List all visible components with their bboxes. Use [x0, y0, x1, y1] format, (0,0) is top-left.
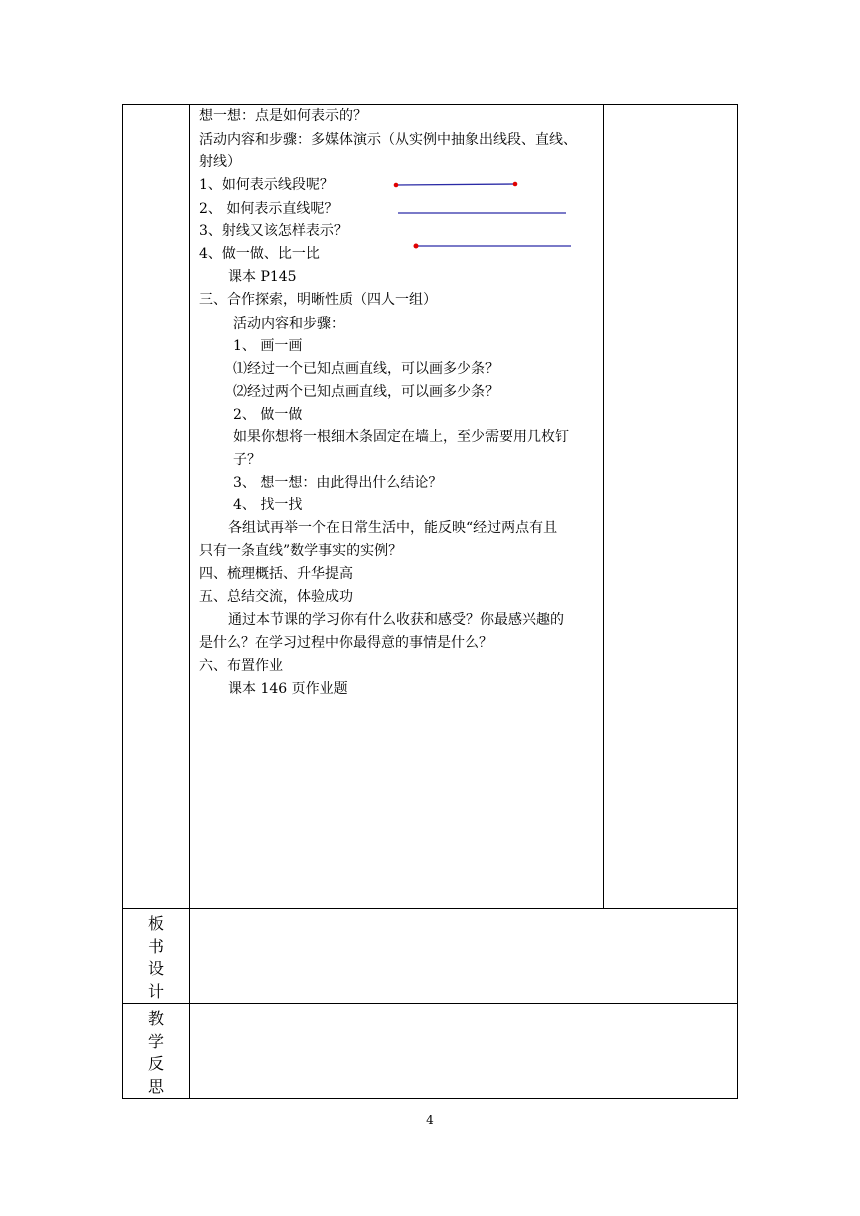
line-segment: [396, 184, 515, 185]
text-line: 想一想：点是如何表示的？: [199, 108, 367, 124]
segment-endpoint-b: [513, 182, 518, 187]
text-line: 课本 146 页作业题: [228, 681, 348, 697]
ray-endpoint: [414, 244, 419, 249]
text-line: 2、 如何表示直线呢？: [199, 201, 339, 217]
reflection-label: 教 学 反 思: [147, 1009, 164, 1096]
text-line: 活动内容和步骤：: [233, 316, 345, 332]
text-line: ⑴经过一个已知点画直线，可以画多少条？: [233, 361, 499, 377]
text-line: 六、布置作业: [199, 658, 283, 674]
text-line: 课本 P145: [228, 269, 297, 285]
text-line: 活动内容和步骤：多媒体演示（从实例中抽象出线段、直线、: [199, 132, 577, 148]
text-line: 1、 画一画: [233, 338, 303, 354]
reflection-row: [123, 1004, 738, 1099]
text-line: 如果你想将一根细木条固定在墙上，至少需要用几枚钉: [233, 429, 569, 445]
text-line: 4、 找一找: [233, 497, 303, 513]
board-design-row: [123, 909, 738, 1004]
lesson-content-row: [123, 105, 738, 909]
text-line: 只有一条直线”数学事实的实例？: [199, 543, 403, 559]
text-line: 2、 做一做: [233, 407, 303, 423]
text-line: 3、 想一想：由此得出什么结论？: [233, 475, 443, 491]
page-number: 4: [426, 1113, 434, 1127]
reflection-content: [190, 1004, 738, 1099]
reflection-label-cell: [123, 1004, 190, 1099]
segment-endpoint-a: [394, 183, 399, 188]
text-line: ⑵经过两个已知点画直线，可以画多少条？: [233, 384, 499, 400]
left-label-cell: [123, 105, 190, 909]
text-line: 射线）: [199, 154, 241, 170]
text-line: 各组试再举一个在日常生活中，能反映“经过两点有且: [228, 520, 558, 536]
text-line: 通过本节课的学习你有什么收获和感受？你最感兴趣的: [228, 612, 564, 628]
text-line: 是什么？在学习过程中你最得意的事情是什么？: [199, 635, 493, 651]
text-line: 子？: [233, 452, 261, 468]
board-design-label-cell: [123, 909, 190, 1004]
text-line: 四、梳理概括、升华提高: [199, 566, 353, 582]
lesson-plan-table: [122, 104, 738, 1099]
board-design-label: 板 书 设 计: [147, 914, 164, 1001]
text-line: 4、做一做、比一比: [199, 246, 320, 262]
lesson-content-cell: [190, 105, 604, 909]
geometry-figures: [190, 105, 610, 265]
text-line: 五、总结交流，体验成功: [199, 589, 353, 605]
text-line: 3、射线又该怎样表示？: [199, 223, 348, 239]
right-notes-cell: [604, 105, 738, 909]
text-line: 三、合作探索，明晰性质（四人一组）: [199, 292, 437, 308]
board-design-content: [190, 909, 738, 1004]
text-line: 1、如何表示线段呢？: [199, 177, 334, 193]
